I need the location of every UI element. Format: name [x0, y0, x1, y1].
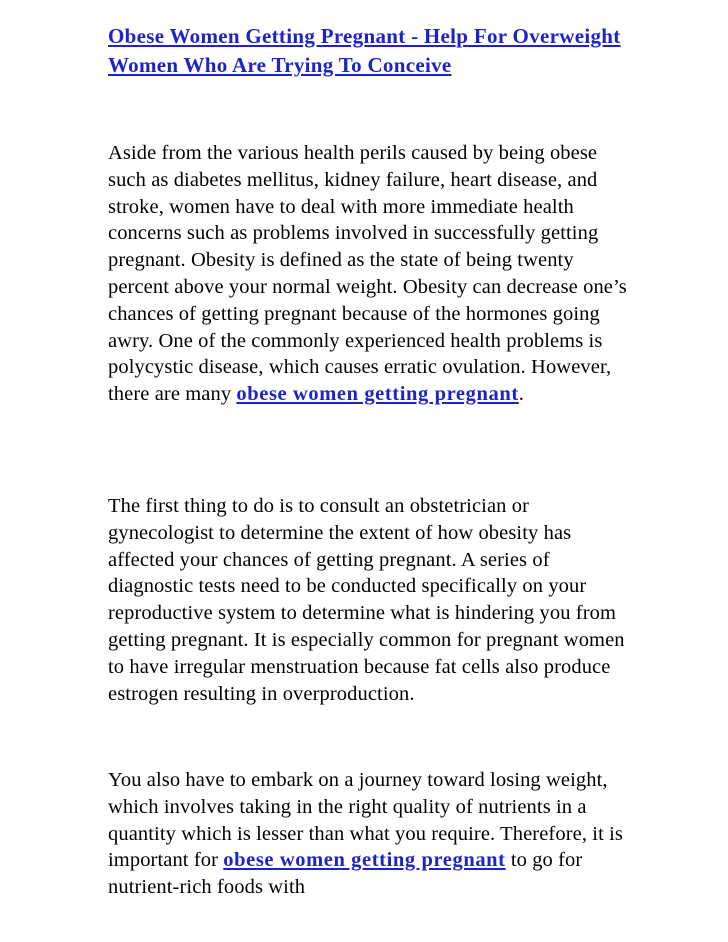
- paragraph-3: [108, 767, 628, 901]
- title-block: [108, 22, 628, 80]
- paragraph-2: [108, 493, 628, 707]
- paragraph-1: [108, 140, 628, 408]
- paragraph-2-text: The first thing to do is to consult an obstetrician or gynecologist to determine the extent of how obesity has affected your chances of getting pregnant. A series of diagnostic tests need to be conducted specifically on your reproductive system to determine what is hindering you from getting pregnant. It is especially common for pregnant women to have irregular menstruation because fat cells also produce estrogen resulting in overproduction.: [108, 495, 625, 705]
- article-title-link[interactable]: Obese Women Getting Pregnant - Help For Overweight Women Who Are Trying To Conceive: [108, 24, 621, 77]
- paragraph-3-text: You also have to embark on a journey toward losing weight, which involves taking in the right quality of nutrients in a quantity which is lesser than what you require. Therefore, it is important for: [108, 769, 623, 872]
- paragraph-3-end: to go for nutrient-rich foods with: [108, 849, 583, 899]
- keyword-link-2[interactable]: obese women getting pregnant: [223, 849, 506, 872]
- article-title: [108, 22, 628, 80]
- paragraph-1-text: Aside from the various health perils caused by being obese such as diabetes mellitus, kidney failure, heart disease, and stroke, women have to deal with more immediate health concerns such as problems involved in successfully getting pregnant. Obesity is defined as the state of being twenty percent above your normal weight. Obesity can decrease one’s chances of getting pregnant because of the hormones going awry. One of the commonly experienced health problems is polycystic disease, which causes erratic ovulation. However, there are many: [108, 142, 627, 406]
- paragraph-1-end: .: [518, 383, 524, 406]
- keyword-link-1[interactable]: obese women getting pregnant: [236, 383, 519, 406]
